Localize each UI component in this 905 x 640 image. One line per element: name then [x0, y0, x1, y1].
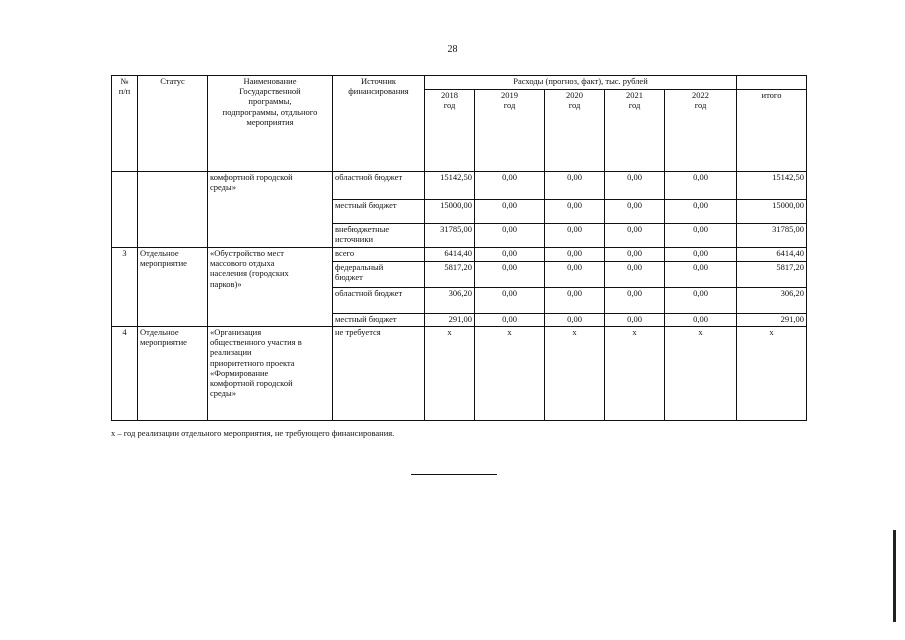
cell-2019: 0,00 — [475, 224, 545, 248]
header-total: итого — [737, 90, 807, 172]
cell-total: 5817,20 — [737, 262, 807, 288]
cell-2021: 0,00 — [605, 262, 665, 288]
row-source: областной бюджет — [333, 288, 425, 314]
cell-total: x — [737, 327, 807, 421]
cell-2018: x — [425, 327, 475, 421]
cell-total: 291,00 — [737, 314, 807, 327]
header-year-2018: 2018 год — [425, 90, 475, 172]
cell-2020: 0,00 — [545, 248, 605, 262]
row-source: местный бюджет — [333, 200, 425, 224]
header-year-2021: 2021 год — [605, 90, 665, 172]
row-name: комфортной городской среды» — [208, 172, 333, 248]
row-name: «Обустройство мест массового отдыха населения (городских парков)» — [208, 248, 333, 327]
cell-2019: 0,00 — [475, 314, 545, 327]
row-status: Отдельное мероприятие — [138, 327, 208, 421]
table-row — [112, 327, 807, 421]
header-row — [112, 76, 807, 90]
cell-2021: 0,00 — [605, 200, 665, 224]
cell-2019: 0,00 — [475, 288, 545, 314]
table-row — [112, 248, 807, 262]
cell-2020: 0,00 — [545, 288, 605, 314]
header-year-2020: 2020 год — [545, 90, 605, 172]
header-num: № п/п — [112, 76, 138, 172]
row-status-blank — [138, 172, 208, 248]
header-year-2019: 2019 год — [475, 90, 545, 172]
cell-2018: 31785,00 — [425, 224, 475, 248]
header-expenses: Расходы (прогноз, факт), тыс. рублей — [425, 76, 737, 90]
footnote: x – год реализации отдельного мероприятия, не требующего финансирования. — [111, 428, 395, 438]
cell-2018: 15142,50 — [425, 172, 475, 200]
cell-2022: 0,00 — [665, 262, 737, 288]
end-rule — [411, 474, 497, 475]
row-status: Отдельное мероприятие — [138, 248, 208, 327]
cell-2022: 0,00 — [665, 224, 737, 248]
row-source: федеральный бюджет — [333, 262, 425, 288]
row-num: 3 — [112, 248, 138, 327]
cell-2020: 0,00 — [545, 200, 605, 224]
cell-2021: 0,00 — [605, 314, 665, 327]
cell-2022: 0,00 — [665, 314, 737, 327]
cell-2019: 0,00 — [475, 262, 545, 288]
budget-table — [111, 75, 807, 421]
cell-total: 15142,50 — [737, 172, 807, 200]
cell-2022: 0,00 — [665, 172, 737, 200]
cell-2021: 0,00 — [605, 248, 665, 262]
row-num-blank — [112, 172, 138, 248]
cell-total: 15000,00 — [737, 200, 807, 224]
cell-2022: 0,00 — [665, 288, 737, 314]
row-source: всего — [333, 248, 425, 262]
cell-total: 306,20 — [737, 288, 807, 314]
cell-total: 6414,40 — [737, 248, 807, 262]
header-year-2022: 2022 год — [665, 90, 737, 172]
cell-2021: 0,00 — [605, 224, 665, 248]
scan-edge — [893, 530, 896, 622]
cell-2022: 0,00 — [665, 200, 737, 224]
cell-2020: 0,00 — [545, 262, 605, 288]
header-blank — [737, 76, 807, 90]
cell-2020: 0,00 — [545, 314, 605, 327]
row-source: внебюджетные источники — [333, 224, 425, 248]
cell-2018: 5817,20 — [425, 262, 475, 288]
cell-2021: 0,00 — [605, 288, 665, 314]
row-source: местный бюджет — [333, 314, 425, 327]
cell-2019: 0,00 — [475, 248, 545, 262]
cell-total: 31785,00 — [737, 224, 807, 248]
cell-2020: x — [545, 327, 605, 421]
cell-2019: x — [475, 327, 545, 421]
cell-2018: 306,20 — [425, 288, 475, 314]
cell-2022: x — [665, 327, 737, 421]
row-name: «Организация общественного участия в реализации приоритетного проекта «Формирование комфортной городской среды» — [208, 327, 333, 421]
page-number: 28 — [447, 44, 458, 55]
cell-2018: 291,00 — [425, 314, 475, 327]
cell-2019: 0,00 — [475, 200, 545, 224]
cell-2019: 0,00 — [475, 172, 545, 200]
cell-2022: 0,00 — [665, 248, 737, 262]
header-status: Статус — [138, 76, 208, 172]
cell-2020: 0,00 — [545, 172, 605, 200]
row-source: областной бюджет — [333, 172, 425, 200]
cell-2018: 15000,00 — [425, 200, 475, 224]
table-row — [112, 172, 807, 200]
row-num: 4 — [112, 327, 138, 421]
cell-2018: 6414,40 — [425, 248, 475, 262]
cell-2021: x — [605, 327, 665, 421]
row-source: не требуется — [333, 327, 425, 421]
cell-2020: 0,00 — [545, 224, 605, 248]
header-source: Источник финансирования — [333, 76, 425, 172]
cell-2021: 0,00 — [605, 172, 665, 200]
header-name: Наименование Государственной программы, подпрограммы, отдльного мероприятия — [208, 76, 333, 172]
